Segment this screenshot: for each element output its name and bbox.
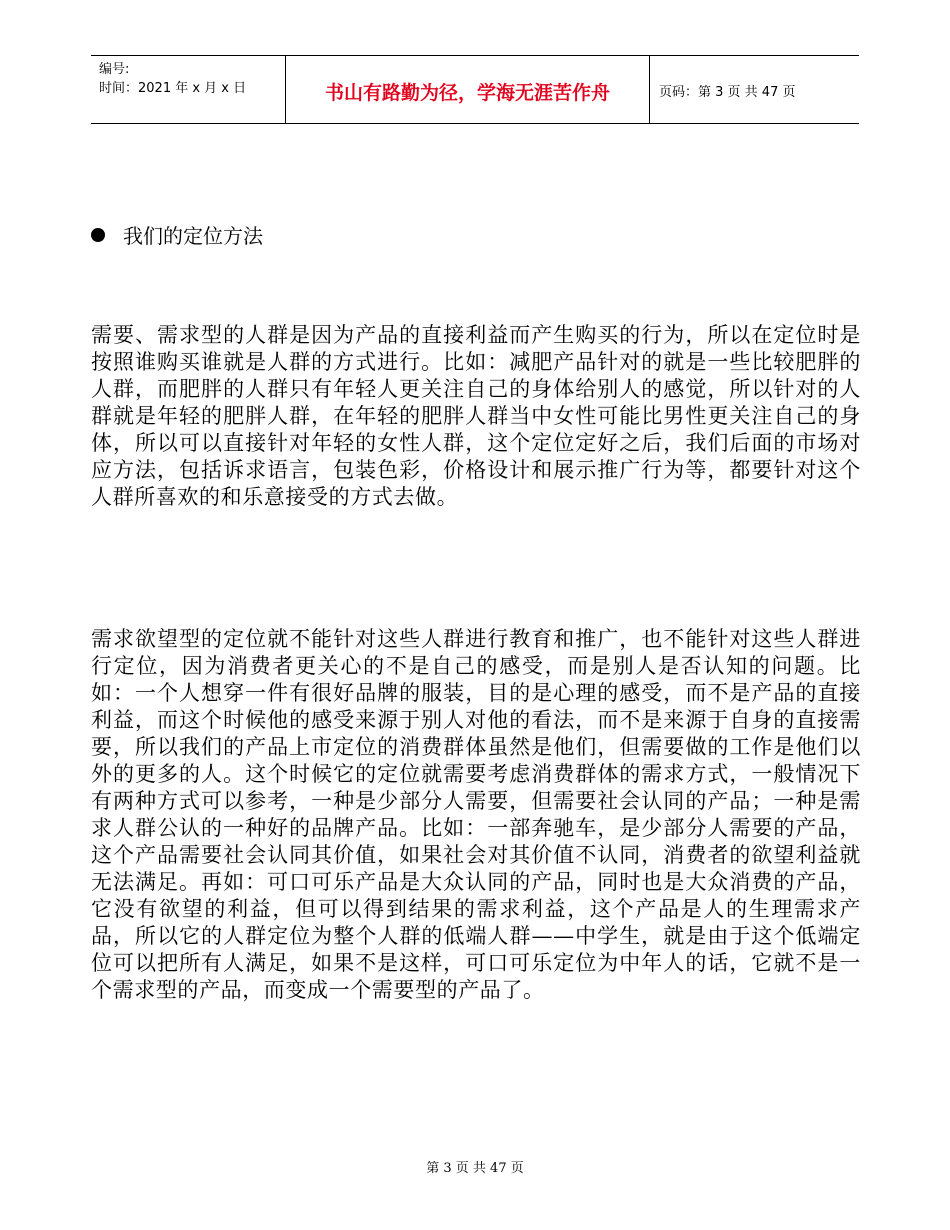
number-label: 编号: bbox=[99, 62, 130, 77]
page-footer: 第 3 页 共 47 页 bbox=[426, 1161, 524, 1176]
header-page-info: 页码：第 3 页 共 47 页 bbox=[659, 85, 796, 100]
paragraph: 需要、需求型的人群是因为产品的直接利益而产生购买的行为，所以在定位时是按照谁购买谁就是人群的方式进行。比如：减肥产品针对的就是一些比较肥胖的人群，而肥胖的人群只有年轻人更关注自己的身体给别人的感觉，所以针对的人群就是年轻的肥胖人群，在年轻的肥胖人群当中女性可能比男性更关注自己的身体，所以可以直接针对年轻的女性人群，这个定位定好之后，我们后面的市场对应方法，包括诉求语言，包装色彩，价格设计和展示推广行为等，都要针对这个人群所喜欢的和乐意接受的方式去做。 bbox=[91, 323, 861, 509]
time-label: 时间：2021 年 x 月 x 日 bbox=[99, 81, 247, 96]
paragraph: 需求欲望型的定位就不能针对这些人群进行教育和推广，也不能针对这些人群进行定位，因为消费者更关心的不是自己的感受，而是别人是否认知的问题。比如：一个人想穿一件有很好品牌的服装，目的是心理的感受，而不是产品的直接利益，而这个时候他的感受来源于别人对他的看法，而不是来源于自身的直接需要，所以我们的产品上市定位的消费群体虽然是他们，但需要做的工作是他们以外的更多的人。这个时候它的定位就需要考虑消费群体的需求方式，一般情况下有两种方式可以参考，一种是少部分人需要，但需要社会认同的产品；一种是需求人群公认的一种好的品牌产品。比如：一部奔驰车，是少部分人需要的产品，这个产品需要社会认同其价值，如果社会对其价值不认同，消费者的欲望利益就无法满足。再如：可口可乐产品是大众认同的产品，同时也是大众消费的产品，它没有欲望的利益，但可以得到结果的需求利益，这个产品是人的生理需求产品，所以它的人群定位为整个人群的低端人群——中学生，就是由于这个低端定位可以把所有人满足，如果不是这样，可口可乐定位为中年人的话，它就不是一个需求型的产品，而变成一个需要型的产品了。 bbox=[91, 627, 861, 1002]
header-meta bbox=[91, 56, 286, 123]
section-title-text: 我们的定位方法 bbox=[123, 224, 263, 248]
header-motto: 书山有路勤为径，学海无涯苦作舟 bbox=[286, 56, 650, 123]
page-header bbox=[91, 55, 859, 124]
bullet-icon bbox=[91, 228, 105, 242]
section-heading bbox=[91, 220, 263, 249]
